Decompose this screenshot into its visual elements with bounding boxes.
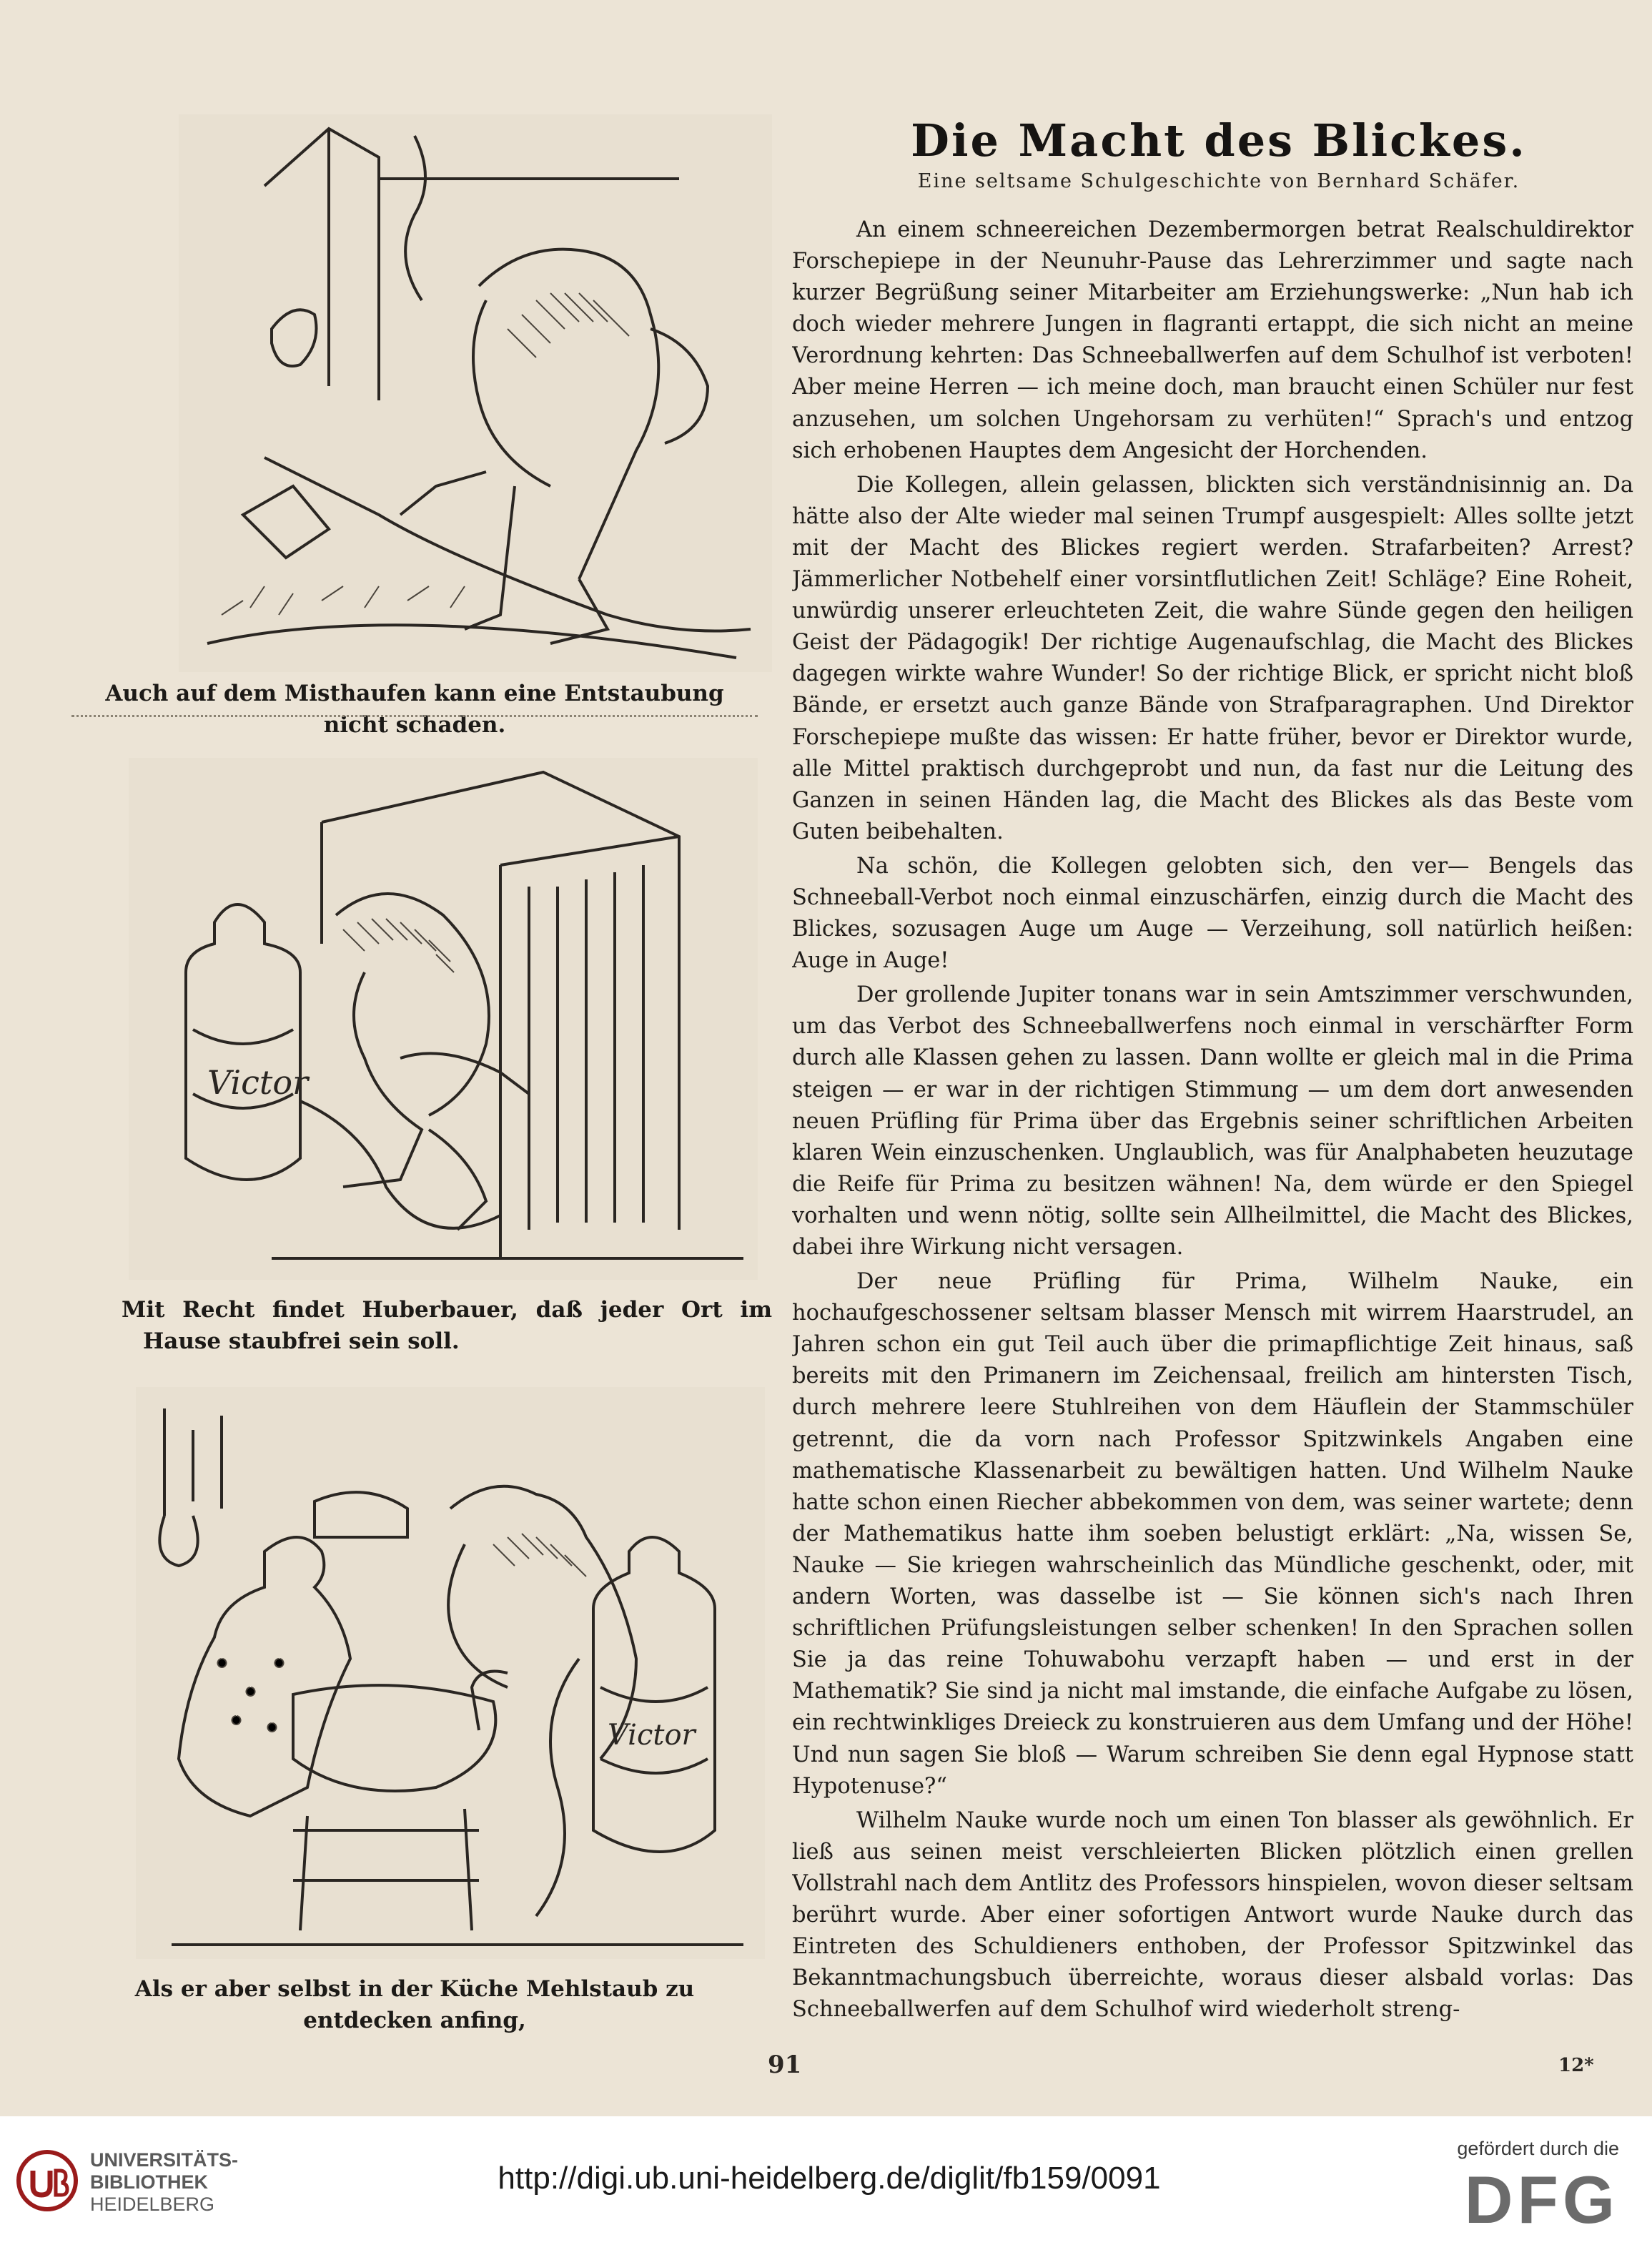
caption-kitchen: Als er aber selbst in der Küche Mehlstaub zu entdecken anfing, — [134, 1976, 695, 2033]
funding-label: gefördert durch die — [1457, 2138, 1619, 2159]
caption-outhouse: Mit Recht findet Huberbauer, daß jeder Ort im Hause staubfrei sein soll. — [122, 1297, 772, 1354]
article-paragraph: Na schön, die Kollegen gelobten sich, den ver— Bengels das Schneeball-Verbot noch einmal einzuschärfen, einzig durch die Macht des Blickes, sozusagen Auge um Auge — Verzeihung, soll natürlich heißen: Auge in Auge! — [792, 853, 1633, 974]
illustration-dungheap — [179, 114, 772, 672]
page-number: 91 — [768, 2051, 802, 2079]
university-library-name: UNIVERSITÄTS- BIBLIOTHEK HEIDELBERG — [90, 2149, 239, 2215]
article-paragraph: Wilhelm Nauke wurde noch um einen Ton blasser als gewöhnlich. Er ließ aus seinen meist verschleierten Blicken plötzlich einen grellen Vollstrahl nach dem Antlitz des Professors hinspielen, wovon dieser seltsam berührt wurde. Aber einer sofortigen Antwort wurde Nauke durch das Eintreten des Schuldieners enthoben, der Professor Spitzwinkel das Bekanntmachungsbuch überreichte, woraus dieser alsbald vorlas: Das Schneeballwerfen auf dem Schulhof wird wiederholt streng- — [792, 1807, 1633, 2023]
article-title: Die Macht des Blickes. — [911, 114, 1527, 167]
article-paragraph: Der grollende Jupiter tonans war in sein Amtszimmer verschwunden, um das Verbot des Schneeballwerfens noch einmal in verschärfter Form durch alle Klassen gehen zu lassen. Dann wollte er gleich mal in die Prima steigen — er war in der richtigen Stimmung — um dem dort anwesenden neuen Prüfling für Prima über das Ergebnis seiner schriftlichen Arbeiten klaren Wein einzuschenken. Unglaublich, was für Analphabeten heuzutage die Reife für Prima zu besitzen wähnen! Na, dem würde er den Spiegel vorhalten und wenn nötig, sollte sein Allheilmittel, die Macht des Blickes, dabei ihre Wirkung nicht versagen. — [792, 982, 1633, 1260]
article-subtitle: Eine seltsame Schulgeschichte von Bernhard Schäfer. — [917, 170, 1520, 192]
source-url-link[interactable]: http://digi.ub.uni-heidelberg.de/diglit/fb159/0091 — [498, 2161, 1161, 2196]
vacuum-label-outhouse: Victor — [207, 1063, 309, 1102]
article-body — [792, 214, 1633, 2034]
article-paragraph: Die Kollegen, allein gelassen, blickten sich verständnisinnig an. Da hätte also der Alte wieder mal seinen Trumpf ausgespielt: Alles sollte jetzt mit der Macht des Blickes regiert werden. Strafarbeiten? Arrest? Jämmerlicher Notbehelf einer vorsintflutlichen Zeit! Schläge? Eine Roheit, unwürdig unserer erleuchteten Zeit, die wahre Sünde gegen den heiligen Geist der Pädagogik! Der richtige Augenaufschlag, die Macht des Blickes dagegen wirkte wahre Wunder! So der richtige Blick, er spricht nicht bloß Bände, er ersetzt auch ganze Bände von Strafparagraphen. Und Direktor Forschepiepe mußte das wissen: Er hatte früher, bevor er Direktor wurde, alle Mittel praktisch durchgeprobt und nun, da fast nur die Leitung des Ganzen in seinen Händen lag, die Macht des Blickes als das Beste vom Guten beibehalten. — [792, 472, 1633, 844]
vacuum-label-kitchen: Victor — [608, 1719, 696, 1752]
sheet-signature: 12* — [1558, 2055, 1594, 2076]
university-library-logo-icon — [16, 2149, 79, 2212]
article-paragraph: Der neue Prüfling für Prima, Wilhelm Nauke, ein hochaufgeschossener seltsam blasser Mensch mit wirrem Haarstrudel, an Jahren schon ein gut Teil auch über die primapflichtige Zeit hinaus, saß bereits mit den Primanern im Zeichensaal, freilich am hintersten Tisch, durch mehrere leere Stuhlreihen von dem Häuflein der Stammschüler getrennt, die da vorn nach Professor Spitzwinkels Angaben eine mathematische Klassenarbeit zu bewältigen hatten. Und Wilhelm Nauke hatte schon einen Riecher abbekommen von dem, was seiner wartete; denn der Mathematikus hatte ihm soeben belustigt erklärt: „Na, wissen Se, Nauke — Sie kriegen wahrscheinlich das Mündliche geschenkt, oder, mit andern Worten, was dasselbe ist — Sie können sich's nach Ihren schriftlichen Prüfungsleistungen selber schenken! In den Sprachen sollen Sie ja das reine Tohuwabohu verzapft haben — und erst in der Mathematik? Sie sind ja nicht mal imstande, die einfache Aufgabe zu lösen, ein rechtwinkliges Dreieck zu konstruieren aus dem Umfang und der Höhe! Und nun sagen Sie bloß — Warum schreiben Sie denn egal Hypnose statt Hypotenuse?“ — [792, 1269, 1633, 1799]
dungheap-drawing — [179, 114, 772, 672]
dfg-logo: DFG — [1464, 2162, 1619, 2237]
kitchen-drawing — [136, 1387, 765, 1959]
illustration-kitchen — [136, 1387, 765, 1959]
caption-dungheap: Auch auf dem Misthaufen kann eine Entstaubung nicht schaden. — [105, 681, 724, 738]
article-paragraph: An einem schneereichen Dezembermorgen betrat Realschuldirektor Forschepiepe in der Neunuhr-Pause das Lehrerzimmer und sagte nach kurzer Begrüßung seiner Mitarbeiter am Erziehungswerke: „Nun hab ich doch wieder mehrere Jungen in flagranti ertappt, die sich nicht an meine Verordnung kehrten: Das Schneeballwerfen auf dem Schulhof ist verboten! Aber meine Herren — ich meine doch, man braucht einen Schüler nur fest anzusehen, um solchen Ungehorsam zu verhüten!“ Sprach's und entzog sich erhobenen Hauptes dem Angesicht der Horchenden. — [792, 217, 1633, 463]
illustration-outhouse — [129, 758, 758, 1280]
footer-bar — [0, 2116, 1652, 2250]
outhouse-drawing — [129, 758, 758, 1280]
caption-divider — [71, 715, 758, 717]
